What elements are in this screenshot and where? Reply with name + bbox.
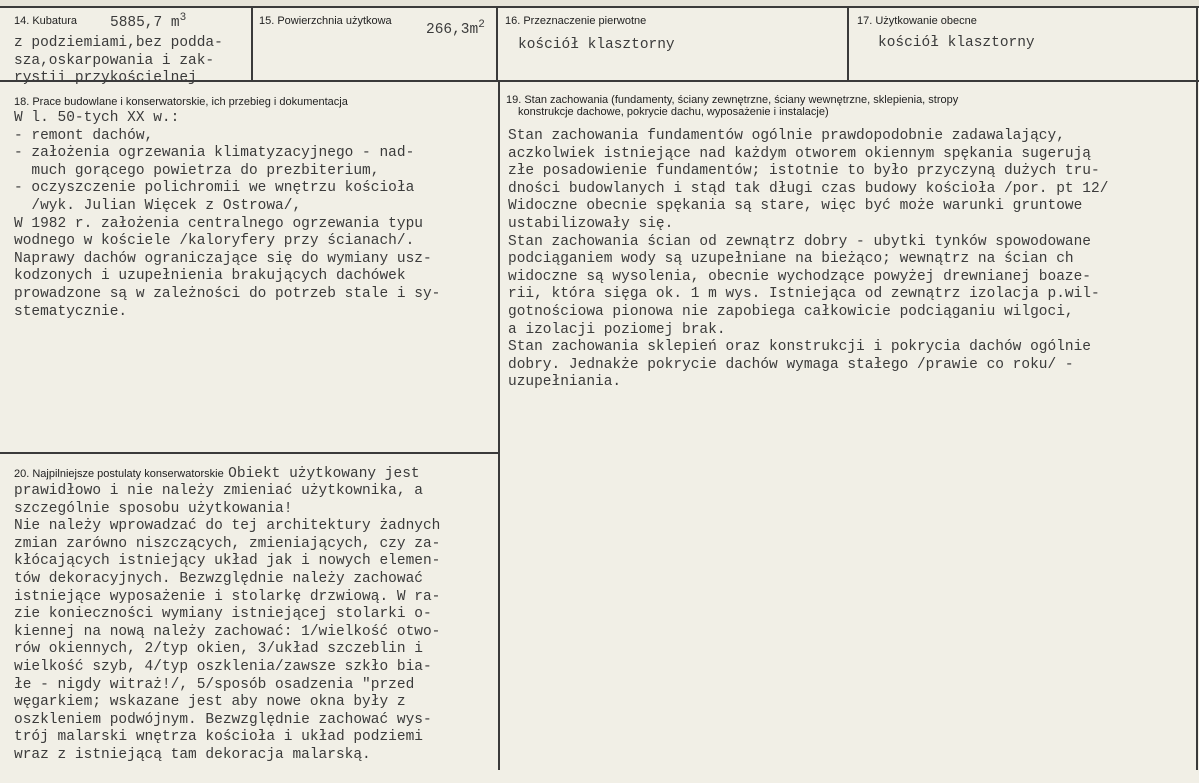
f20-line: węgarkiem; wskazane jest aby nowe okna były z — [14, 694, 406, 711]
f18-line: much gorącego powietrza do prezbiterium, — [14, 162, 380, 179]
f19-line: a izolacji poziomej brak. — [508, 321, 726, 338]
f20-line: istniejące wyposażenie i stolarkę drzwiową. W ra- — [14, 588, 441, 605]
f19-line: gotnościowa pionowa nie zapobiega całkowicie podciąganiu wilgoci, — [508, 303, 1074, 320]
f20-line: trój malarski wnętrza kościoła i układ podziemi — [14, 729, 423, 746]
field-18-label: 18. Prace budowlane i konserwatorskie, ich przebieg i dokumentacja — [14, 96, 348, 108]
field-18-text — [14, 110, 440, 321]
f18-line: /wyk. Julian Więcek z Ostrowa/, — [14, 197, 302, 214]
f14-line: z podziemiami,bez podda- — [14, 35, 223, 51]
f20-line: zmian zarówno niszczących, zmieniających, czy za- — [14, 535, 441, 552]
f20-line: wraz z istniejącą tam dekoracja malarską. — [14, 746, 371, 763]
f18-line: - założenia ogrzewania klimatyzacyjnego - nad- — [14, 145, 415, 162]
field-19-text — [508, 128, 1108, 392]
f20-line: prawidłowo i nie należy zmieniać użytkownika, a — [14, 483, 423, 499]
f14-line: sza,oskarpowania i zak- — [14, 52, 215, 69]
f18-line: stematycznie. — [14, 303, 128, 320]
f20-line: zie konieczności wymiany istniejącej stolarki o- — [14, 606, 432, 623]
f18-line: - oczyszczenie polichromii we wnętrzu kościoła — [14, 180, 415, 197]
field-20-text — [14, 483, 440, 765]
f19-line: widoczne są wysolenia, obecnie wychodzące powyżej drewnianej boaze- — [508, 268, 1091, 285]
f18-line: W 1982 r. założenia centralnego ogrzewania typu — [14, 215, 423, 232]
f19-line: rii, która sięga ok. 1 m wys. Istniejąca od zewnątrz izolacja p.wil- — [508, 286, 1100, 303]
f20-line: rów okiennych, 2/typ okien, 3/układ szczeblin i — [14, 641, 423, 658]
f18-line: W l. 50-tych XX w.: — [14, 110, 180, 126]
f20-line: kiennej na nową należy zachować: 1/wielkość otwo- — [14, 623, 441, 640]
f19-line: dności budowlanych i stąd tak długi czas budowy kościoła /por. pt 12/ — [508, 180, 1109, 197]
divider-16-17 — [847, 6, 849, 82]
field-19-label-line1: 19. Stan zachowania (fundamenty, ściany zewnętrzne, ściany wewnętrzne, sklepienia, stropy — [506, 94, 959, 106]
field-15-value — [426, 19, 485, 38]
field-20-label: 20. Najpilniejsze postulaty konserwatorskie — [14, 468, 224, 480]
field-17-value: kościół klasztorny — [878, 35, 1035, 51]
field-16-value: kościół klasztorny — [518, 37, 675, 53]
field-16-label: 16. Przeznaczenie pierwotne — [505, 15, 647, 27]
f19-line: uzupełniania. — [508, 374, 622, 391]
f18-line: kodzonych i uzupełnienia brakujących dachówek — [14, 268, 406, 285]
field-14-notes — [14, 35, 223, 88]
f19-line: aczkolwiek istniejące nad każdym otworem okiennym spękania sugerują — [508, 145, 1091, 162]
field-14-volume: 5885,7 m — [110, 14, 180, 31]
field-15-area: 266,3m — [426, 21, 479, 38]
field-14-label: 14. Kubatura — [14, 15, 77, 27]
right-edge-line — [1196, 6, 1198, 770]
field-14-unit-exponent: 3 — [179, 12, 187, 24]
field-15-label: 15. Powierzchnia użytkowa — [259, 15, 392, 27]
f19-line: podciąganiem wody są uzupełniane na bieżąco; wewnątrz na ścian ch — [508, 251, 1074, 268]
divider-18-19 — [498, 82, 500, 770]
f20-line: wielkość szyb, 4/typ oszklenia/zawsze szkło bia- — [14, 658, 432, 675]
f20-line: kłócających istniejący układ jak i nowych elemen- — [14, 553, 441, 570]
f20-line: oszkleniem podwójnym. Bezwzględnie zachować wys- — [14, 711, 432, 728]
f20-line: tów dekoracyjnych. Bezwzględnie należy zachować — [14, 570, 423, 587]
f19-line: dobry. Jednakże pokrycie dachów wymaga stałego /prawie co roku/ - — [508, 356, 1074, 373]
f20-line: szczególnie sposobu użytkowania! — [14, 500, 293, 517]
top-border-line — [0, 6, 1199, 8]
field-19-label-line2: konstrukcje dachowe, pokrycie dachu, wyposażenie i instalacje) — [518, 106, 829, 118]
field-20-first-line: Obiekt użytkowany jest — [228, 466, 420, 482]
f18-line: prowadzone są w zależności do potrzeb stale i sy- — [14, 285, 441, 302]
f18-line: wodnego w kościele /kaloryfery przy ścianach/. — [14, 233, 415, 250]
field-14-value — [110, 12, 186, 31]
f18-line: - remont dachów, — [14, 127, 154, 144]
f20-line: łe - nigdy witraż!/, 5/sposób osadzenia "przed — [14, 676, 415, 693]
field-15-unit-exponent: 2 — [478, 19, 485, 31]
field-20-heading — [14, 464, 420, 482]
f19-line: złe posadowienie fundamentów; istotnie to było przyczyną dużych tru- — [508, 163, 1100, 180]
f20-line: Nie należy wprowadzać do tej architektury żadnych — [14, 518, 441, 535]
f19-line: Widoczne obecnie spękania są stare, więc być może warunki gruntowe — [508, 198, 1083, 215]
f19-line: Stan zachowania ścian od zewnątrz dobry - ubytki tynków spowodowane — [508, 233, 1091, 250]
field-17-label: 17. Użytkowanie obecne — [857, 15, 977, 27]
divider-18-20 — [0, 452, 500, 454]
f19-line: Stan zachowania fundamentów ogólnie prawdopodobnie zadawalający, — [508, 128, 1065, 144]
f19-line: Stan zachowania sklepień oraz konstrukcji i pokrycia dachów ogólnie — [508, 339, 1091, 356]
f14-line: rystii przykościelnej — [14, 70, 197, 87]
divider-15-16 — [496, 6, 498, 82]
divider-14-15 — [251, 6, 253, 82]
f19-line: ustabilizowały się. — [508, 215, 674, 232]
f18-line: Naprawy dachów ograniczające się do wymiany usz- — [14, 250, 432, 267]
